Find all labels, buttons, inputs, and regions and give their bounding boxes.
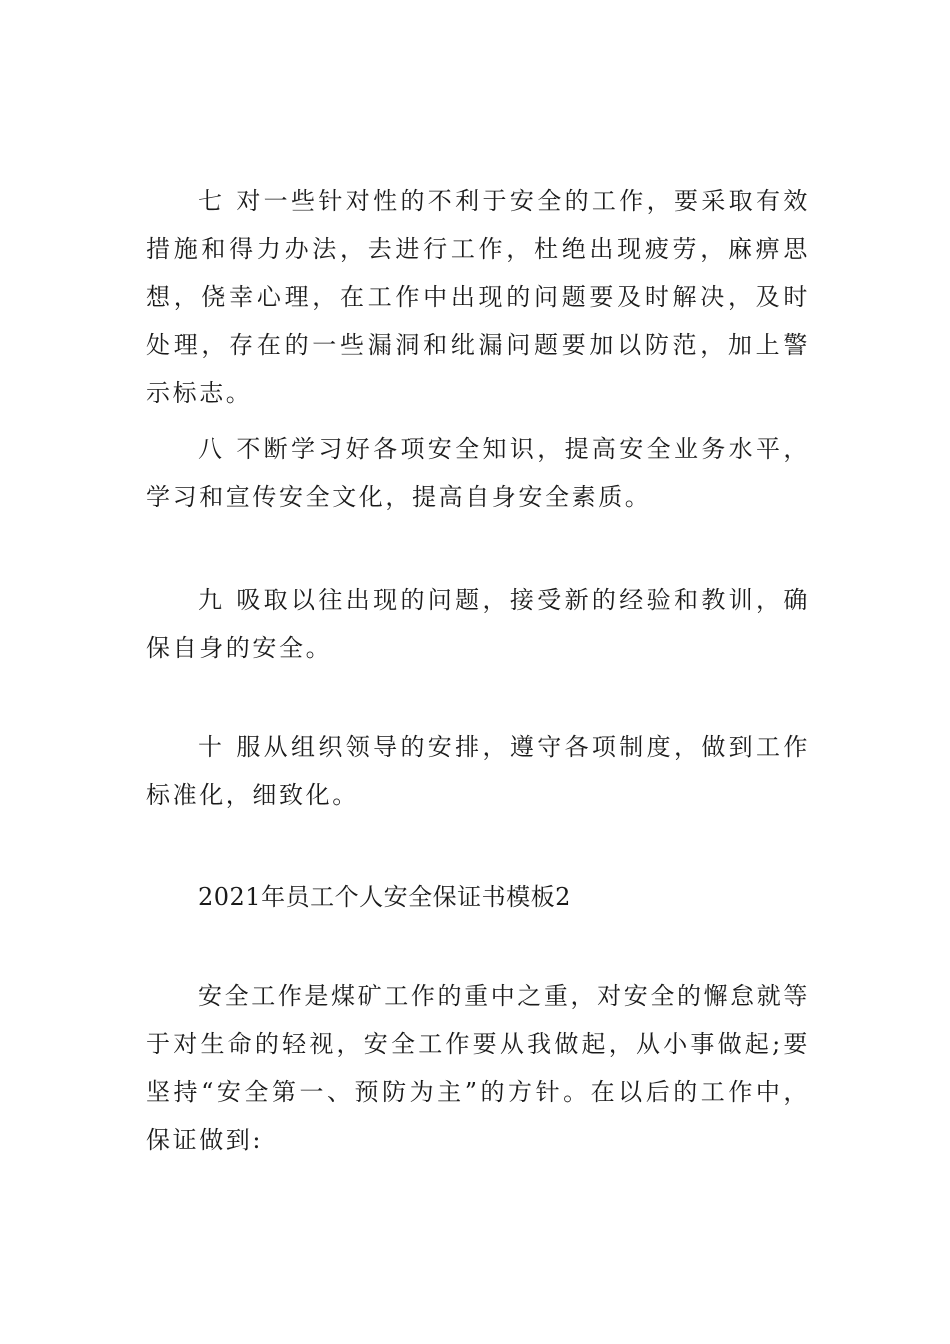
paragraph-item-9: 九 吸取以往出现的问题，接受新的经验和教训，确保自身的安全。: [146, 586, 810, 662]
paragraph-item-8: 八 不断学习好各项安全知识，提高安全业务水平，学习和宣传安全文化，提高自身安全素质。: [146, 435, 810, 511]
paragraph-item-7: 七 对一些针对性的不利于安全的工作，要采取有效措施和得力办法，去进行工作，杜绝出现疲劳，麻痹思想，侥幸心理，在工作中出现的问题要及时解决，及时处理，存在的一些漏洞和纰漏问题要加以防范，加上警示标志。: [146, 187, 810, 407]
intro-paragraph: 安全工作是煤矿工作的重中之重，对安全的懈怠就等于对生命的轻视，安全工作要从我做起，从小事做起;要坚持“安全第一、预防为主”的方针。在以后的工作中，保证做到:: [146, 982, 810, 1154]
section-heading: 2021年员工个人安全保证书模板2: [198, 883, 571, 911]
paragraph-item-10: 十 服从组织领导的安排，遵守各项制度，做到工作标准化，细致化。: [146, 733, 810, 809]
